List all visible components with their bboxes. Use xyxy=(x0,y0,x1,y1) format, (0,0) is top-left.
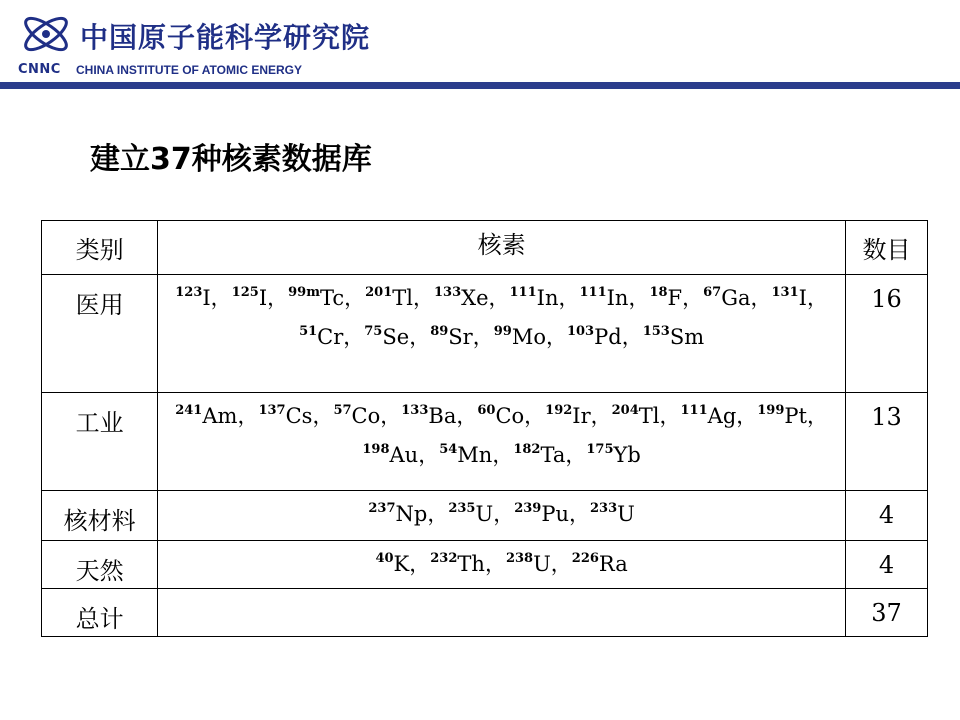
mass-number: 238 xyxy=(505,551,534,566)
nuclide xyxy=(401,404,456,428)
element-symbol: In xyxy=(536,286,559,310)
separator: ， xyxy=(210,286,232,310)
element-symbol: Cs xyxy=(285,404,313,428)
nuclide xyxy=(299,325,343,349)
element-symbol: Tl xyxy=(638,404,660,428)
mass-number: 111 xyxy=(680,403,708,418)
element-symbol: Tl xyxy=(392,286,413,310)
nuclide xyxy=(514,502,569,526)
separator: ， xyxy=(472,325,494,349)
nuclide xyxy=(572,552,628,576)
element-symbol: Sm xyxy=(669,325,705,349)
mass-number: 57 xyxy=(333,403,352,418)
slide-header xyxy=(0,0,960,90)
mass-number: 232 xyxy=(430,551,458,566)
element-symbol: U xyxy=(475,502,494,526)
category-cell: 工业 xyxy=(42,393,158,491)
mass-number: 233 xyxy=(589,501,618,516)
nuclide xyxy=(448,502,493,526)
separator: ， xyxy=(659,404,681,428)
separator: ， xyxy=(237,404,259,428)
mass-number: 192 xyxy=(545,403,573,418)
separator: ， xyxy=(343,325,365,349)
mass-number: 201 xyxy=(365,285,393,300)
element-symbol: Ta xyxy=(540,443,566,467)
count-cell: 13 xyxy=(845,393,927,491)
mass-number: 237 xyxy=(368,501,396,516)
separator: ， xyxy=(682,286,704,310)
separator: ， xyxy=(409,325,431,349)
separator: ， xyxy=(344,286,366,310)
count-cell: 37 xyxy=(845,589,927,637)
table-header-row xyxy=(42,221,928,275)
separator: ， xyxy=(565,443,587,467)
element-symbol: U xyxy=(533,552,551,576)
element-symbol: I xyxy=(258,286,268,310)
element-symbol: Tc xyxy=(319,286,345,310)
separator: ， xyxy=(312,404,334,428)
mass-number: 40 xyxy=(375,551,394,566)
separator: ， xyxy=(267,286,289,310)
element-symbol: Ba xyxy=(428,404,457,428)
element-symbol: Se xyxy=(382,325,410,349)
element-symbol: Mn xyxy=(457,443,493,467)
nuclide xyxy=(430,552,485,576)
mass-number: 51 xyxy=(299,324,318,339)
count-cell: 4 xyxy=(845,491,927,541)
slide-title: 建立37种核素数据库 xyxy=(90,142,372,177)
element-symbol: Ga xyxy=(721,286,751,310)
header-divider xyxy=(0,82,960,89)
nuclide xyxy=(477,404,524,428)
cnnc-wordmark: CNNC xyxy=(18,62,61,77)
separator: ， xyxy=(568,502,590,526)
separator: ， xyxy=(456,404,478,428)
table-row xyxy=(42,491,928,541)
element-symbol: Cr xyxy=(317,325,344,349)
nuclide-table xyxy=(41,220,928,637)
table-row xyxy=(42,393,928,491)
mass-number: 131 xyxy=(771,285,799,300)
separator: ， xyxy=(806,404,828,428)
nuclide xyxy=(258,404,312,428)
separator: ， xyxy=(488,286,510,310)
mass-number: 54 xyxy=(439,442,458,457)
separator: ， xyxy=(736,404,758,428)
mass-number: 153 xyxy=(642,324,670,339)
element-symbol: Pd xyxy=(594,325,622,349)
element-symbol: I xyxy=(202,286,211,310)
mass-number: 133 xyxy=(433,285,462,300)
mass-number: 99 xyxy=(493,324,512,339)
category-cell: 总计 xyxy=(42,589,158,637)
element-symbol: Yb xyxy=(613,443,641,467)
element-symbol: I xyxy=(798,286,807,310)
element-symbol: Pu xyxy=(541,502,569,526)
separator: ， xyxy=(750,286,772,310)
category-cell: 天然 xyxy=(42,541,158,589)
nuclides-cell xyxy=(158,589,846,637)
separator: ， xyxy=(492,443,514,467)
nuclide xyxy=(439,443,492,467)
nuclides-cell xyxy=(158,491,846,541)
mass-number: 137 xyxy=(258,403,286,418)
column-header-category: 类别 xyxy=(42,221,158,275)
nuclides-cell xyxy=(158,541,846,589)
element-symbol: Am xyxy=(202,404,238,428)
mass-number: 75 xyxy=(364,324,383,339)
separator: ， xyxy=(409,552,431,576)
nuclide xyxy=(643,325,704,349)
category-cell: 医用 xyxy=(42,275,158,393)
separator: ， xyxy=(628,286,650,310)
nuclide xyxy=(175,286,210,310)
nuclide xyxy=(757,404,807,428)
nuclide xyxy=(513,443,565,467)
nuclide xyxy=(579,286,628,310)
separator: ， xyxy=(550,552,572,576)
element-symbol: Ag xyxy=(707,404,737,428)
mass-number: 239 xyxy=(514,501,542,516)
mass-number: 89 xyxy=(430,324,449,339)
separator: ， xyxy=(545,325,567,349)
separator: ， xyxy=(558,286,580,310)
nuclide xyxy=(590,502,635,526)
column-header-nuclides: 核素 xyxy=(158,221,846,275)
nuclide xyxy=(365,286,413,310)
separator: ， xyxy=(621,325,643,349)
element-symbol: Th xyxy=(457,552,485,576)
mass-number: 60 xyxy=(477,403,496,418)
element-symbol: Co xyxy=(495,404,525,428)
table-row xyxy=(42,275,928,393)
nuclide xyxy=(333,404,380,428)
element-symbol: F xyxy=(667,286,683,310)
mass-number: 226 xyxy=(571,551,599,566)
element-symbol: Pt xyxy=(784,404,807,428)
element-symbol: Xe xyxy=(461,286,489,310)
mass-number: 241 xyxy=(175,403,203,418)
mass-number: 175 xyxy=(586,442,614,457)
atom-logo-icon xyxy=(18,10,74,58)
separator: ， xyxy=(427,502,449,526)
nuclide xyxy=(649,286,682,310)
nuclide xyxy=(772,286,807,310)
mass-number: 199 xyxy=(757,403,785,418)
mass-number: 204 xyxy=(611,403,639,418)
table-row xyxy=(42,589,928,637)
mass-number: 99m xyxy=(288,285,320,300)
element-symbol: K xyxy=(393,552,410,576)
nuclide xyxy=(703,286,750,310)
table-row xyxy=(42,541,928,589)
nuclide xyxy=(232,286,267,310)
category-cell: 核材料 xyxy=(42,491,158,541)
nuclide xyxy=(175,404,237,428)
nuclide xyxy=(368,502,427,526)
element-symbol: U xyxy=(617,502,635,526)
nuclide xyxy=(434,286,489,310)
nuclide xyxy=(612,404,660,428)
nuclide xyxy=(506,552,551,576)
mass-number: 111 xyxy=(509,285,537,300)
mass-number: 182 xyxy=(513,442,541,457)
nuclide xyxy=(362,443,418,467)
mass-number: 123 xyxy=(175,285,203,300)
column-header-count: 数目 xyxy=(845,221,927,275)
count-cell: 16 xyxy=(845,275,927,393)
nuclide xyxy=(586,443,640,467)
separator: ， xyxy=(493,502,515,526)
nuclide xyxy=(288,286,344,310)
count-cell: 4 xyxy=(845,541,927,589)
nuclide xyxy=(430,325,473,349)
element-symbol: Co xyxy=(351,404,381,428)
separator: ， xyxy=(412,286,434,310)
nuclide xyxy=(681,404,737,428)
element-symbol: Au xyxy=(389,443,419,467)
element-symbol: Mo xyxy=(511,325,546,349)
mass-number: 18 xyxy=(649,285,668,300)
nuclides-cell xyxy=(158,393,846,491)
mass-number: 198 xyxy=(362,442,390,457)
nuclide xyxy=(545,404,590,428)
element-symbol: Sr xyxy=(448,325,473,349)
separator: ， xyxy=(484,552,506,576)
separator: ， xyxy=(380,404,402,428)
mass-number: 125 xyxy=(231,285,259,300)
element-symbol: Np xyxy=(395,502,428,526)
institute-name-cn: 中国原子能科学研究院 xyxy=(80,21,371,54)
nuclide xyxy=(567,325,622,349)
separator: ， xyxy=(806,286,828,310)
mass-number: 133 xyxy=(401,403,429,418)
mass-number: 111 xyxy=(579,285,607,300)
separator: ， xyxy=(590,404,612,428)
nuclide xyxy=(494,325,546,349)
mass-number: 67 xyxy=(703,285,722,300)
element-symbol: Ir xyxy=(572,404,591,428)
element-symbol: In xyxy=(606,286,629,310)
separator: ， xyxy=(524,404,546,428)
element-symbol: Ra xyxy=(598,552,628,576)
nuclide xyxy=(364,325,409,349)
mass-number: 103 xyxy=(566,324,595,339)
mass-number: 235 xyxy=(448,501,476,516)
nuclides-cell xyxy=(158,275,846,393)
separator: ， xyxy=(418,443,440,467)
institute-name-en: CHINA INSTITUTE OF ATOMIC ENERGY xyxy=(76,63,303,77)
nuclide xyxy=(375,552,409,576)
nuclide xyxy=(510,286,559,310)
